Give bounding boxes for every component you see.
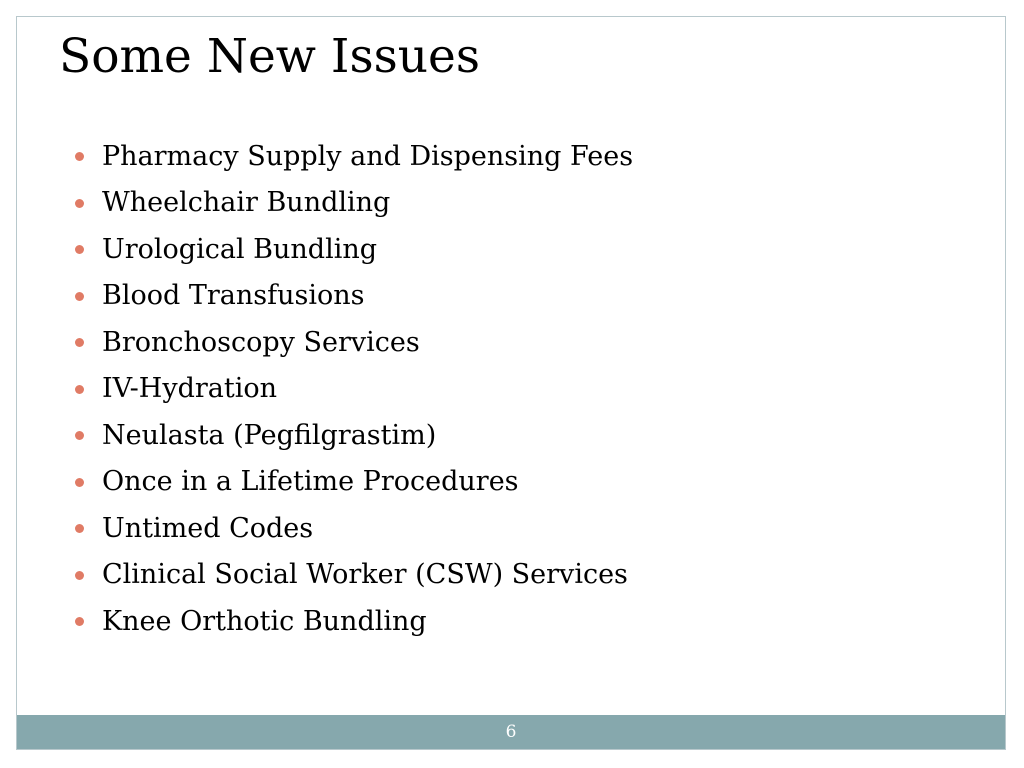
slide-footer (17, 715, 1005, 749)
bullet-item (75, 412, 633, 459)
bullet-text: Knee Orthotic Bundling (102, 605, 427, 637)
bullet-text: Blood Transfusions (102, 280, 365, 312)
bullet-text: Urological Bundling (102, 233, 378, 265)
bullet-item (75, 319, 633, 366)
bullet-item (75, 226, 633, 273)
slide-title: Some New Issues (59, 29, 480, 84)
bullet-dot-icon (75, 292, 84, 301)
bullet-text: Untimed Codes (102, 512, 314, 544)
bullet-dot-icon (75, 245, 84, 254)
bullet-text: Pharmacy Supply and Dispensing Fees (102, 140, 634, 172)
bullet-dot-icon (75, 571, 84, 580)
slide (16, 16, 1006, 750)
bullet-text: Clinical Social Worker (CSW) Services (102, 559, 628, 591)
bullet-list (75, 133, 633, 645)
bullet-dot-icon (75, 338, 84, 347)
bullet-dot-icon (75, 617, 84, 626)
bullet-text: Once in a Lifetime Procedures (102, 466, 519, 498)
bullet-item (75, 366, 633, 413)
bullet-dot-icon (75, 524, 84, 533)
bullet-item (75, 505, 633, 552)
bullet-dot-icon (75, 431, 84, 440)
bullet-item (75, 459, 633, 506)
bullet-text: Neulasta (Pegfilgrastim) (102, 419, 437, 451)
bullet-item (75, 133, 633, 180)
bullet-dot-icon (75, 152, 84, 161)
bullet-text: IV-Hydration (102, 373, 278, 405)
page-number: 6 (505, 722, 517, 742)
bullet-item (75, 273, 633, 320)
bullet-text: Wheelchair Bundling (102, 187, 391, 219)
bullet-dot-icon (75, 478, 84, 487)
bullet-item (75, 180, 633, 227)
bullet-dot-icon (75, 385, 84, 394)
bullet-dot-icon (75, 199, 84, 208)
bullet-item (75, 598, 633, 645)
bullet-item (75, 552, 633, 599)
bullet-text: Bronchoscopy Services (102, 326, 420, 358)
